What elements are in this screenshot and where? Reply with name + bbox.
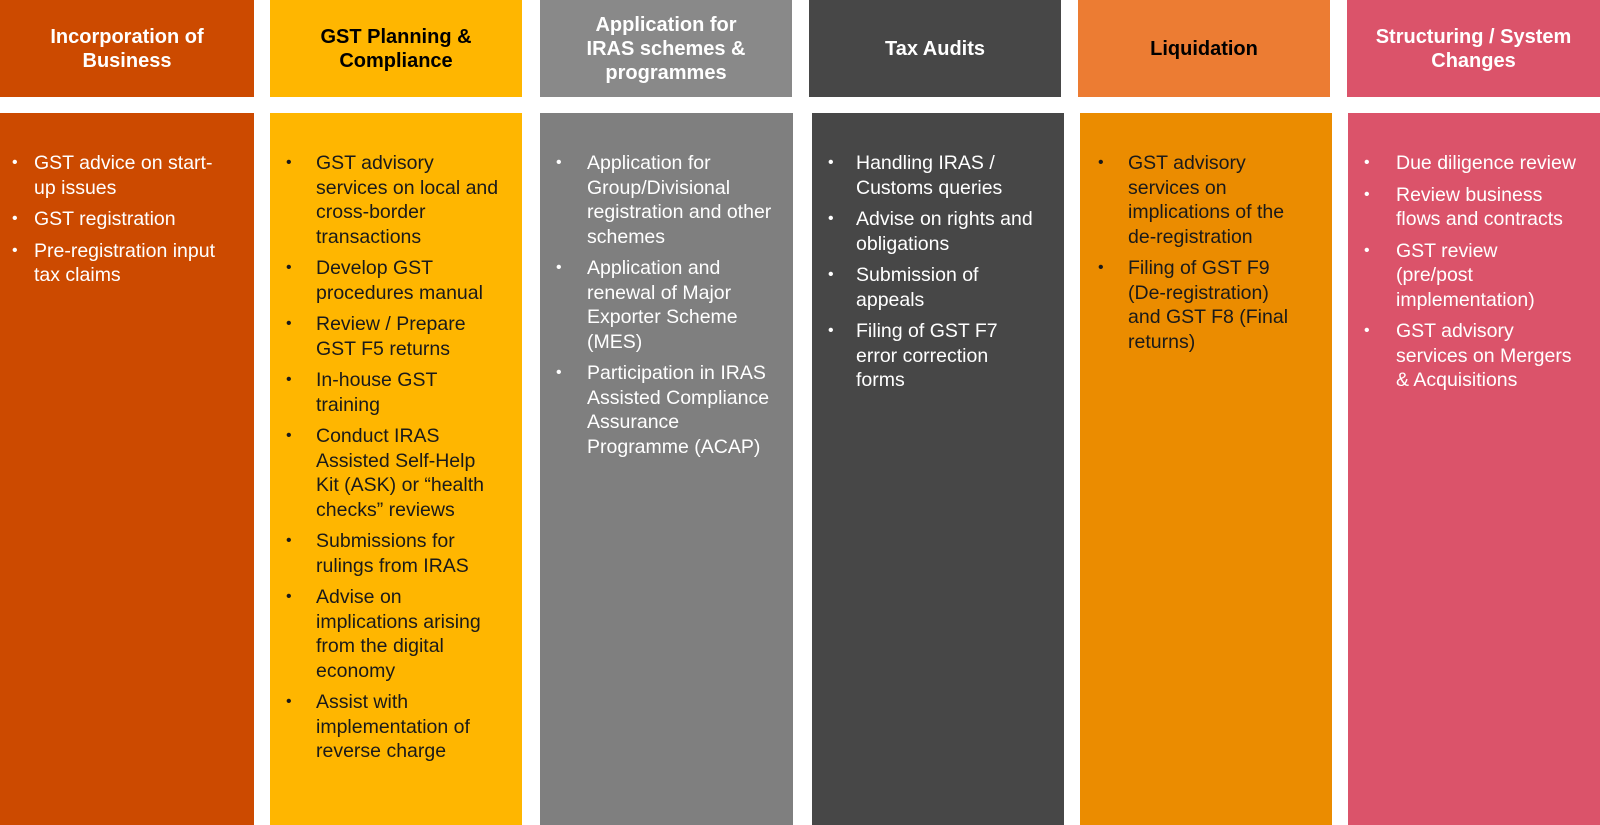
bullet-icon: • (828, 266, 834, 283)
service-item (812, 207, 1064, 256)
bullet-icon: • (1364, 185, 1370, 203)
service-item-label: Application for Group/Divisional registration and other schemes (587, 152, 772, 248)
column-title: Application for IRAS schemes & programmes (586, 13, 746, 84)
service-item-label: Develop GST procedures manual (316, 257, 483, 304)
column-title: Incorporation of Business (50, 25, 204, 72)
service-item-label: Filing of GST F7 error correction forms (856, 320, 998, 391)
service-item-label: Submission of appeals (856, 264, 979, 311)
bullet-icon: • (1364, 154, 1370, 171)
service-item (1080, 151, 1332, 249)
service-list (540, 151, 793, 459)
bullet-icon: • (828, 154, 834, 171)
service-item (0, 151, 254, 200)
bullet-icon: • (286, 532, 292, 549)
service-item-label: GST registration (34, 208, 176, 230)
column-header-structuring (1347, 0, 1600, 97)
column-title: Liquidation (1150, 37, 1258, 60)
service-item-label: Filing of GST F9 (De-registration) and GST F8 (Final returns) (1128, 257, 1289, 353)
service-item-label: GST advisory services on implications of the de-registration (1128, 152, 1285, 248)
service-item-label: Review business flows and contracts (1396, 183, 1563, 230)
bullet-icon: • (1364, 241, 1370, 259)
service-item (540, 256, 793, 354)
column-body-liquidation (1080, 113, 1332, 825)
service-item-label: GST advisory services on local and cross-border transactions (316, 152, 499, 248)
service-item (0, 239, 254, 288)
service-item-label: Application and renewal of Major Exporter Scheme (MES) (587, 257, 738, 353)
service-list (1080, 151, 1332, 354)
column-header-iras-schemes (540, 0, 792, 97)
service-item-label: Conduct IRAS Assisted Self-Help Kit (ASK) or “health checks” reviews (316, 425, 484, 521)
bullet-icon: • (1098, 259, 1104, 276)
column-title: Tax Audits (884, 37, 985, 60)
bullet-icon: • (828, 322, 834, 339)
service-item (1348, 183, 1600, 232)
service-list (270, 151, 522, 764)
service-item (1080, 256, 1332, 354)
column-title: GST Planning & Compliance (320, 25, 472, 72)
service-item (270, 151, 522, 249)
service-item-label: Assist with implementation of reverse charge (316, 691, 470, 762)
service-item-label: Participation in IRAS Assisted Compliance Assurance Programme (ACAP) (587, 362, 770, 458)
bullet-icon: • (286, 371, 292, 388)
column-body-gst-planning (270, 113, 522, 825)
service-item (1348, 151, 1600, 176)
service-item (270, 690, 522, 764)
service-item (1348, 319, 1600, 393)
service-list (0, 151, 254, 288)
bullet-icon: • (12, 154, 18, 171)
bullet-icon: • (286, 315, 292, 332)
column-body-incorporation (0, 113, 254, 825)
service-item-label: Advise on implications arising from the digital economy (316, 586, 481, 682)
bullet-icon: • (828, 210, 834, 227)
column-title: Structuring / System Changes (1375, 25, 1572, 72)
bullet-icon: • (556, 259, 562, 276)
service-item (540, 151, 793, 249)
service-item (812, 319, 1064, 393)
service-item (270, 368, 522, 417)
bullet-icon: • (286, 588, 292, 605)
service-item (1348, 239, 1600, 313)
column-header-liquidation (1078, 0, 1330, 97)
bullet-icon: • (286, 259, 292, 276)
column-body-structuring (1348, 113, 1600, 825)
bullet-icon: • (556, 364, 562, 381)
column-header-tax-audits (809, 0, 1061, 97)
bullet-icon: • (1098, 154, 1104, 171)
service-item-label: Due diligence review (1396, 152, 1576, 174)
column-header-incorporation (0, 0, 254, 97)
bullet-icon: • (286, 154, 292, 171)
service-item-label: GST advice on start- up issues (34, 152, 213, 199)
service-item-label: Handling IRAS / Customs queries (856, 152, 1003, 199)
service-item (270, 312, 522, 361)
service-list (812, 151, 1064, 393)
bullet-icon: • (12, 241, 18, 259)
bullet-icon: • (1364, 322, 1370, 339)
bullet-icon: • (286, 427, 292, 444)
service-item-label: Submissions for rulings from IRAS (316, 530, 469, 577)
bullet-icon: • (286, 693, 292, 710)
service-item (540, 361, 793, 459)
service-item (812, 151, 1064, 200)
service-item (812, 263, 1064, 312)
service-item-label: GST advisory services on Mergers & Acquisitions (1396, 320, 1572, 391)
service-item-label: Review / Prepare GST F5 returns (316, 313, 466, 360)
service-item-label: In-house GST training (316, 369, 438, 416)
service-item (270, 256, 522, 305)
service-item (270, 585, 522, 683)
column-header-gst-planning (270, 0, 522, 97)
service-item (0, 207, 254, 232)
service-item (270, 424, 522, 522)
column-body-tax-audits (812, 113, 1064, 825)
service-item (270, 529, 522, 578)
service-item-label: Pre-registration input tax claims (34, 239, 216, 286)
bullet-icon: • (12, 210, 18, 227)
service-item-label: Advise on rights and obligations (856, 208, 1033, 255)
column-body-iras-schemes (540, 113, 793, 825)
service-item-label: GST review (pre/post implementation) (1396, 239, 1535, 311)
bullet-icon: • (556, 154, 562, 171)
service-list (1348, 151, 1600, 393)
